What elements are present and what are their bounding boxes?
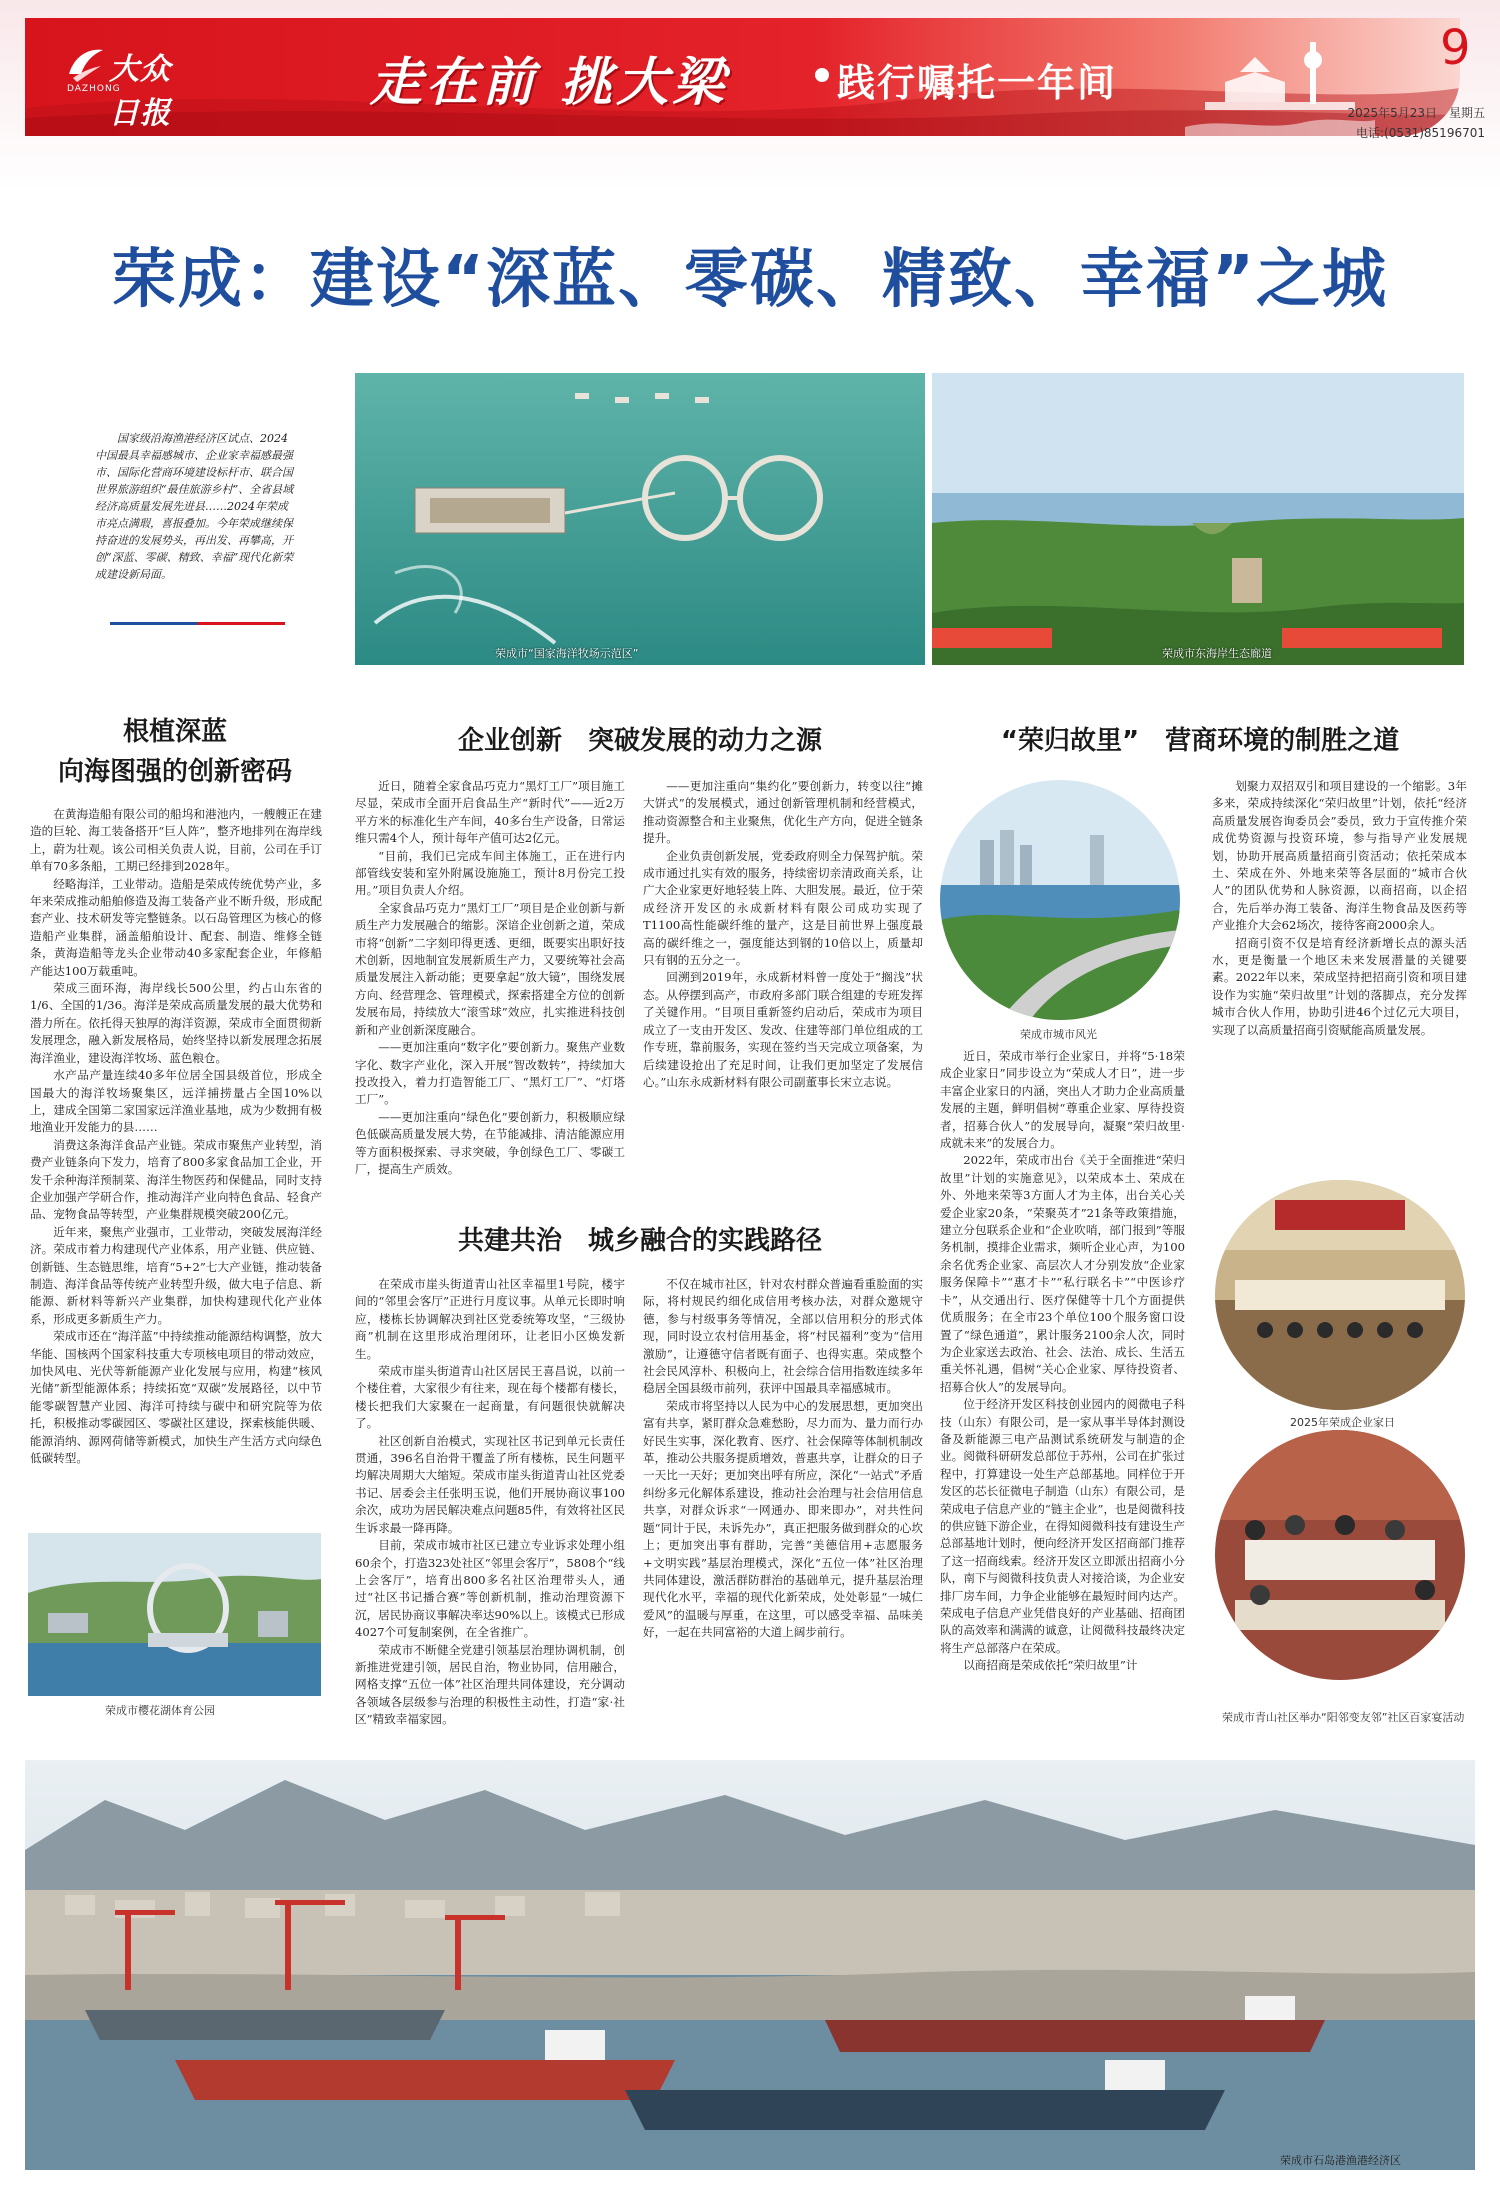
section-return-home-body-left xyxy=(940,1048,1185,1756)
photo-ocean-ranch xyxy=(355,373,925,665)
issue-date: 2025年5月23日 星期五 xyxy=(1347,106,1485,120)
return-home-paragraph: 近日，荣成市举行企业家日，并将“5·18荣成企业家日”同步设立为“荣成人才日”，进一步丰富企业家日的内涵，突出人才助力企业高质量发展的主题，鲜明倡树“尊重企业家、厚待投资者，招募合伙人”的发展导向，凝聚“荣归故里·成就未来”的发展合力。 xyxy=(940,1049,1185,1151)
governance-paragraph: 目前，荣成市城市社区已建立专业诉求处理小组60余个，打造323处社区“邻里会客厅”，5808个“线上会客厅”，培育出800多名社区治理带头人，通过“社区书记播合赛”等创新机制，推动治理资源下沉，居民协商议事解决率达90%以上。该模式已形成4027个可复制案例，在全省推广。 xyxy=(355,1538,625,1640)
shipyard-image xyxy=(25,1760,1475,2170)
neighbor-banquet-image xyxy=(1215,1430,1465,1680)
enterprise-paragraph: ——更加注重向“数字化”要创新力。聚焦产业数字化、数字产业化，深入开展“智改数转”，持续加大投改投入，着力打造智能工厂、“黑灯工厂”、“灯塔工厂”。 xyxy=(355,1040,625,1107)
governance-paragraph: 荣成市不断健全党建引领基层治理协调机制，创新推进党建引领，居民自治，物业协同，信用融合，网格支撑“五位一体”社区治理共同体建设，充分调动各领域各层级参与治理的积极性主动性，打造“家·社区”精致幸福家园。 xyxy=(355,1642,625,1727)
section-governance-body-left xyxy=(355,1276,625,1756)
neighbor-banquet-caption: 荣成市青山社区举办“阳邻变友邻”社区百家宴活动 xyxy=(1222,1711,1465,1724)
return-home-paragraph: 招商引资不仅是培育经济新增长点的源头活水，更是衡量一个地区未来发展潜量的关键要素。2022年以来，荣成坚持把招商引资和项目建设作为实施“荣归故里”计划的落脚点，充分发挥城市合伙人作用，协助引进46个过亿元大项目，实现了以高质量招商引资赋能高质量发展。 xyxy=(1212,935,1467,1037)
logo-subtext: DAZHONG xyxy=(67,84,121,94)
coast-park-image xyxy=(932,373,1464,665)
page-number: 9 xyxy=(1440,20,1471,76)
enterprise-paragraph: ——更加注重向“绿色化”要创新力，积极顺应绿色低碳高质量发展大势，在节能减排、清洁能源应用等方面积极探索、寻求突破，争创绿色工厂、零碳工厂，提高生产质效。 xyxy=(355,1109,625,1176)
section-enterprise-title: 企业创新 突破发展的动力之源 xyxy=(457,726,822,756)
section-ocean-title-line1: 根植深蓝 xyxy=(122,717,227,747)
section-return-home-body-right xyxy=(1212,778,1467,1166)
logo-text: 大众日报 xyxy=(109,52,171,131)
enterprise-paragraph: ——更加注重向“集约化”要创新力，转变以往“摊大饼式”的发展模式，通过创新管理机制和经营模式，推动资源整合和主业聚焦，优化生产方向，促进全链条提升。 xyxy=(643,779,923,846)
return-home-paragraph: 位于经济开发区科技创业园内的阅微电子科技（山东）有限公司，是一家从事半导体封测设备及新能源三电产品测试系统研发与制造的企业。阅微科研研发总部位于苏州，公司在扩张过程中，打算建设一处生产总部基地。同样位于开发区的芯长征微电子制造（山东）有限公司，是荣成电子信息产业的“链主企业”，也是阅微科技的供应链下游企业，在得知阅微科技有建设生产总部基地计划时，便向经济开发区招商部门推荐了这一招商线索。经济开发区立即派出招商小分队，南下与阅微科技负责人对接洽谈，为企业安排厂房车间，力争企业能够在最短时间内达产。荣成电子信息产业凭借良好的产业基础、招商团队的高效率和满满的诚意，让阅微科技最终决定将生产总部落户在荣成。 xyxy=(940,1397,1185,1655)
masthead xyxy=(0,0,1500,190)
section-return-home-title: “荣归故里” 营商环境的制胜之道 xyxy=(1000,726,1400,756)
ocean-paragraph: 水产品产量连续40多年位居全国县级首位，形成全国最大的海洋牧场聚集区，远洋捕捞量占全国10%以上，建成全国第二家国家远洋渔业基地，成为少数拥有极地渔业开发能力的县…… xyxy=(30,1068,322,1135)
intro-divider xyxy=(110,622,285,625)
ocean-paragraph: 经略海洋，工业带动。造船是荣成传统优势产业，多年来荣成推动船舶修造及海工装备产业不断升级，形成配套产业、技术研发等完整链条。以石岛管理区为核心的修造船产业集群，涵盖船舶设计、配套、制造、维修全链条，黄海造船等龙头企业带动40多家配套企业，年修船产能达100万载重吨。 xyxy=(30,876,322,978)
photo-coast-park xyxy=(932,373,1464,665)
section-governance-title: 共建共治 城乡融合的实践路径 xyxy=(457,1226,822,1256)
governance-paragraph: 不仅在城市社区，针对农村群众普遍看重脸面的实际，将村规民约细化成信用考核办法，对群众邀规守德，参与村级事务等情况，全部以信用积分的形式体现，同时设立农村信用基金，将“村民福利”变为“信用激励”，让遵德守信者既有面子、也得实惠。荣成整个社会民风淳朴、积极向上，社会综合信用指数连续多年稳居全国县级市前列，获评中国最具幸福感城市。 xyxy=(643,1277,923,1396)
slogan-dot xyxy=(815,68,829,82)
slogan-secondary: 践行嘱托一年间 xyxy=(837,61,1118,105)
slogan-main: 走在前 挑大梁 xyxy=(370,52,729,113)
return-home-paragraph: 2022年，荣成市出台《关于全面推进“荣归故里”计划的实施意见》，以荣成本土、荣成在外、外地来荣等3方面人才为主体，出台关心关爱企业家20条，“荣聚英才”21条等政策措施，建立分包联系企业和“企业吹哨，部门报到”等服务机制，摸排企业需求，频听企业心声，为100余名优秀企业家、高层次人才分别发放“企业家服务保障卡”“惠才卡”“私行联名卡”“中医诊疗卡”，从交通出行、医疗保健等十几个方面提供优质服务；在全市23个单位100个服务窗口设置了“绿色通道”，累计服务2100余人次，同时为企业家送去政治、社会、法治、成长、生活五重关怀礼遇，倡树“关心企业家、厚待投资者、招募合伙人”的发展导向。 xyxy=(940,1153,1185,1394)
contact-phone: 电话:(0531)85196701 xyxy=(1355,126,1485,140)
stadium-image xyxy=(28,1533,321,1696)
enterprise-paragraph: 回溯到2019年，永成新材料曾一度处于“搁浅”状态。从停摆到高产，市政府多部门联合组建的专班发挥了关键作用。“目项目重新签约启动后，荣成市为项目成立了一支由开发区、发改、住建等部门单位组成的工作专班，靠前服务，实现在签约当天完成立项备案，为后续建设抢出了充足时间，让我们更加坚定了发展信心。”山东永成新材料有限公司副董事长宋立志说。 xyxy=(643,970,923,1089)
entrepreneur-day-image xyxy=(1215,1180,1465,1410)
governance-paragraph: 社区创新自治模式，实现社区书记到单元长责任贯通，396名自治骨干覆盖了所有楼栋，民生问题平均解决周期大大缩短。荣成市崖头街道青山社区党委书记、居委会主任张明玉说，他们开展协商议事100余次，成功为居民解决难点问题85件，有效将社区民生诉求最一降再降。 xyxy=(355,1433,625,1535)
enterprise-paragraph: 近日，随着全家食品巧克力“黑灯工厂”项目施工尽显，荣成市全面开启食品生产“新时代”——近2万平方米的标准化生产车间，40多台生产设备，日常运维只需4个人，预计每年产值可达2亿元。 xyxy=(355,779,625,846)
coast-park-caption: 荣成市东海岸生态廊道 xyxy=(1162,647,1272,660)
section-ocean-title xyxy=(25,712,325,792)
ocean-ranch-caption: 荣成市“国家海洋牧场示范区” xyxy=(495,647,639,660)
photo-city-view xyxy=(940,780,1180,1020)
ocean-paragraph: 在黄海造船有限公司的船坞和港池内，一艘艘正在建造的巨轮、海工装备搭开“巨人阵”，整齐地排列在海岸线上，蔚为壮观。该公司相关负责人说，目前，公司在手订单有70多条船，工期已经排到2028年。 xyxy=(30,807,322,874)
intro-paragraph: 国家级沿海渔港经济区试点、2024中国最具幸福感城市、企业家幸福感最强市、国际化营商环境建设标杆市、联合国世界旅游组织“最佳旅游乡村”、全省县域经济高质量发展先进县……2024年荣成市亮点满瑕，喜报叠加。今年荣成继续保持奋进的发展势头，再出发、再攀高，开创“深蓝、零碳、精致、幸福”现代化新荣成建设新局面。 xyxy=(95,432,294,581)
governance-paragraph: 荣成市崖头街道青山社区居民王喜昌说，以前一个楼住着，大家很少有往来，现在每个楼都有楼长，楼长把我们大家聚在一起商量，有问题很快就解决了。 xyxy=(355,1364,625,1431)
enterprise-paragraph: 企业负责创新发展，党委政府则全力保驾护航。荣成市通过扎实有效的服务，持续密切亲清政商关系，让广大企业家更好地轻装上阵、大胆发展。最近，位于荣成经济开发区的永成新材料有限公司成功实现了T1100高性能碳纤维的量产，这是目前世界上强度最高的碳纤维之一，强度能达到钢的10倍以上，质量却只有钢的五分之一。 xyxy=(643,848,923,968)
entrepreneur-day-caption: 2025年荣成企业家日 xyxy=(1290,1416,1395,1429)
page-headline: 荣成：建设“深蓝、零碳、精致、幸福”之城 xyxy=(111,243,1389,317)
photo-neighbor-banquet xyxy=(1215,1430,1465,1680)
ocean-paragraph: 荣成三面环海，海岸线长500公里，约占山东省的1/6、全国的1/36。海洋是荣成高质量发展的最大优势和潜力所在。依托得天独厚的海洋资源，荣成市全面贯彻新发展理念，融入新发展格局，始终坚持以新发展理念拓展海洋渔业，建设海洋牧场、蓝色粮仓。 xyxy=(30,981,322,1065)
city-view-caption: 荣成市城市风光 xyxy=(1020,1028,1097,1041)
logo-bird-icon xyxy=(65,44,105,84)
city-view-image xyxy=(940,780,1180,1020)
enterprise-paragraph: 全家食品巧克力“黑灯工厂”项目是企业创新与新质生产力发展融合的缩影。深谙企业创新之道，荣成市将“创新”二字刻印得更透、更细，既要实出职好技术创新，因地制宜发展新质生产力，又要统筹社会高质量发展注入新动能；更要拿起“放大镜”，围绕发展方向、经营理念、管理模式，探索搭建全方位的创新发展布局，持续放大“滚雪球”效应，扎实推进科技创新和产业创新深度融合。 xyxy=(355,900,625,1037)
ocean-paragraph: 荣成市还在“海洋蓝”中持续推动能源结构调整，放大华能、国核两个国家科技重大专项核电项目的带动效应，加快风电、光伏等新能源产业化发展与应用，构建“核风光储”新型能源体系；持续拓宽“双碳”发展路径，以中节能零碳智慧产业园、海洋可持续与碳中和研究院等为依托，积极推动零碳园区、零碳社区建设，探索核能供暖、能源消纳、源网荷储等新模式，加快生产生活方式向绿色低碳转型。 xyxy=(30,1329,322,1466)
ocean-paragraph: 消费这条海洋食品产业链。荣成市聚焦产业转型，消费产业链条向下发力，培育了800多家食品加工企业，开发千余种海洋预制菜、海洋生物医药和保健品，同时支持企业加强产学研合作，推动海洋产业向特色食品、轻食产品、宠物食品等转型，产业集群规模突破200亿元。 xyxy=(30,1137,322,1222)
photo-entrepreneur-day xyxy=(1215,1180,1465,1410)
masthead-banner xyxy=(25,18,1460,136)
section-ocean-body xyxy=(30,806,322,1542)
photo-stadium xyxy=(28,1533,321,1696)
section-ocean-title-line2: 向海图强的创新密码 xyxy=(57,757,292,787)
section-governance-body-right xyxy=(643,1276,923,1756)
governance-paragraph: 在荣成市崖头街道青山社区幸福里1号院，楼宇间的“邻里会客厅”正进行月度议事。从单元长即时响应，楼栋长协调解决到社区党委统筹攻坚，“三级协商”机制在这里形成治理闭环，让老旧小区焕发新生。 xyxy=(355,1277,625,1361)
return-home-paragraph: 以商招商是荣成依托“荣归故里”计 xyxy=(963,1658,1138,1673)
enterprise-paragraph: “目前，我们已完成车间主体施工，正在进行内部管线安装和室外附属设施施工，预计8月份完工投用。”项目负责人介绍。 xyxy=(355,848,625,898)
governance-paragraph: 荣成市将坚持以人民为中心的发展思想，更加突出富有共享，紧盯群众急难愁盼，尽力而为、量力而行办好民生实事，深化教育、医疗、社会保障等体制机制改革，推动公共服务提质增效，普惠共享，让群众的日子一天比一天好；更加突出呼有所应，深化“一站式”矛盾纠纷多元化解体系建设，推动社会治理与社会信用信息共享，对群众诉求“一网通办、即来即办”，对共性问题“同计于民，未诉先办”，真正把服务做到群众的心坎上；更加突出事有群助，完善“美德信用+志愿服务+文明实践”基层治理模式，深化“五位一体”社区治理共同体建设，激活群防群治的基础单元，提升基层治理现代化水平，幸福的现代化新荣成，处处彰显“一城仁爱风”的温暖与厚重，在这里，可以感受幸福、品味美好，一起在共同富裕的大道上阔步前行。 xyxy=(643,1398,923,1640)
ocean-ranch-image xyxy=(355,373,925,665)
ocean-paragraph: 近年来，聚焦产业强市，工业带动，突破发展海洋经济。荣成市着力构建现代产业体系，用产业链、供应链、创新链、生态链思维，培育“5+2”七大产业链，推动装备制造、海洋食品等传统产业转型升级，做大电子信息、新能源、新材料等新兴产业集群，加快构建现代化产业体系，形成更多新质生产力。 xyxy=(30,1224,322,1326)
photo-shipyard xyxy=(25,1760,1475,2170)
newspaper-logo xyxy=(65,38,195,131)
stadium-caption: 荣成市樱花湖体育公园 xyxy=(105,1704,215,1717)
shipyard-caption: 荣成市石岛港渔港经济区 xyxy=(1280,2154,1401,2167)
return-home-paragraph: 划聚力双招双引和项目建设的一个缩影。3年多来，荣成持续深化“荣归故里”计划，依托“经济高质量发展咨询委员会”委员，致力于宣传推介荣成优势资源与投资环境，参与指导产业发展规划，协助开展高质量招商引资活动；依托荣成本土、荣成在外、外地来荣等各层面的“城市合伙人”的团队优势和人脉资源，以商招商，以企招合，先后举办海工装备、海洋生物食品及医药等产业推介大会62场次，接待客商2000余人。 xyxy=(1212,779,1467,933)
